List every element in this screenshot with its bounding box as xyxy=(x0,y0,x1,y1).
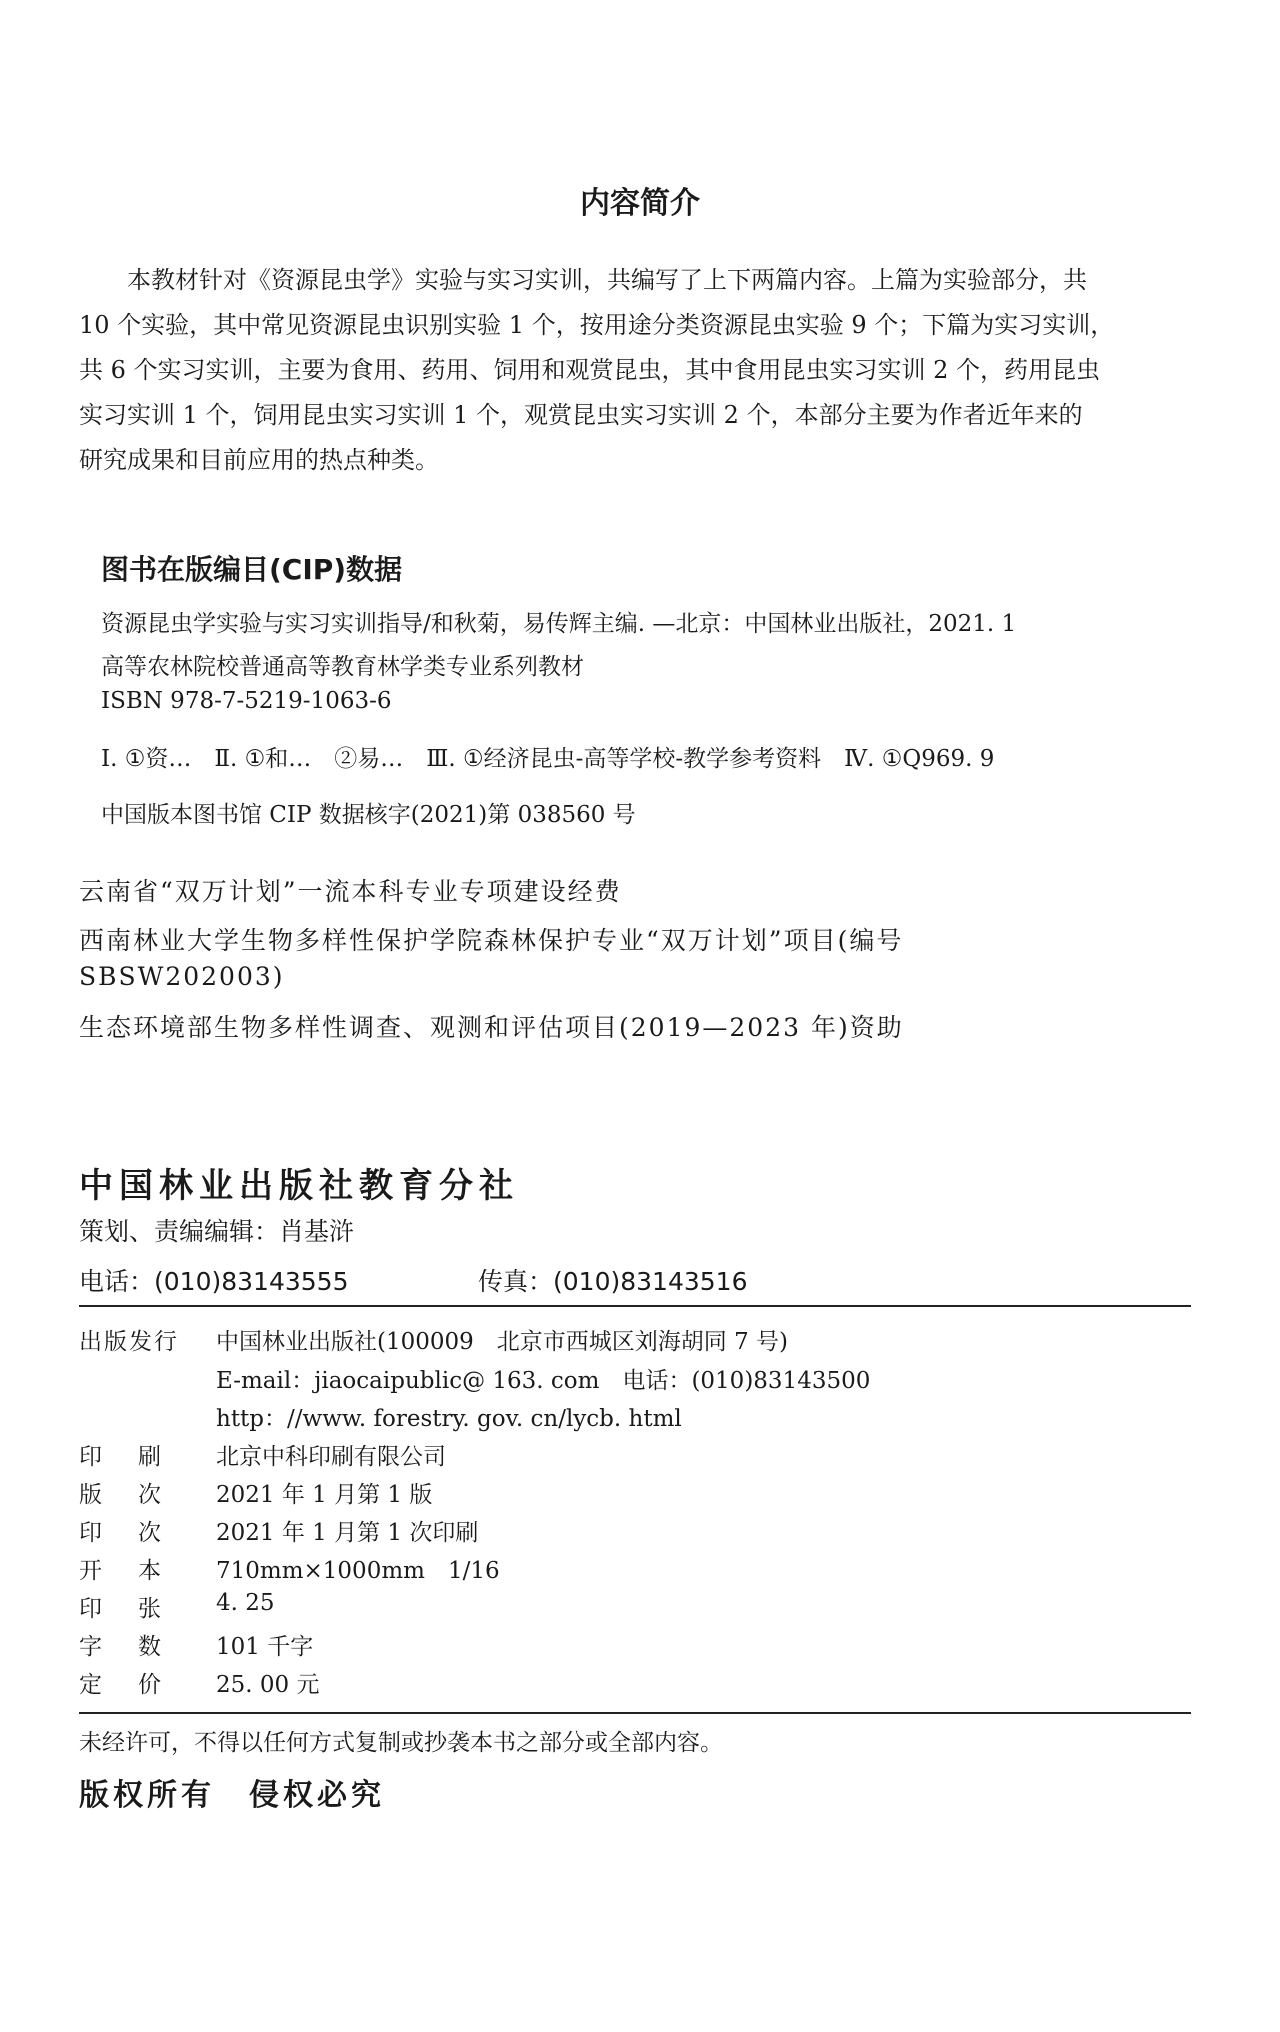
spec-label: 定 价 xyxy=(79,1672,161,1698)
divider xyxy=(79,1305,1191,1307)
copy-notice: 未经许可，不得以任何方式复制或抄袭本书之部分或全部内容。 xyxy=(79,1730,723,1756)
publisher-branch-logo: 中国林业出版社教育分社 xyxy=(79,1166,519,1206)
funding-line: 云南省“双万计划”一流本科专业专项建设经费 xyxy=(79,877,622,906)
spec-label: 版 次 xyxy=(79,1482,161,1508)
distribution-address: 中国林业出版社(100009 北京市西城区刘海胡同 7 号) xyxy=(216,1329,789,1355)
spec-label: 印 刷 xyxy=(79,1444,161,1470)
spec-value: 101 千字 xyxy=(216,1634,314,1660)
spec-label: 印 张 xyxy=(79,1596,161,1622)
spec-value: 2021 年 1 月第 1 版 xyxy=(216,1482,433,1508)
cip-title: 图书在版编目(CIP)数据 xyxy=(101,553,403,586)
cip-record: 中国版本图书馆 CIP 数据核字(2021)第 038560 号 xyxy=(101,802,636,828)
spec-label: 开 本 xyxy=(79,1558,161,1584)
editor-line: 策划、责编编辑：肖基浒 xyxy=(79,1217,355,1246)
spec-value: 4. 25 xyxy=(216,1590,275,1616)
fax-line: 传真：(010)83143516 xyxy=(478,1267,748,1296)
funding-line: 生态环境部生物多样性调查、观测和评估项目(2019—2023 年)资助 xyxy=(79,1013,904,1042)
divider xyxy=(79,1712,1191,1714)
summary-line: 共 6 个实习实训，主要为食用、药用、饲用和观赏昆虫，其中食用昆虫实习实训 2 个，药用昆虫 xyxy=(79,356,1101,384)
funding-line: SBSW202003) xyxy=(79,962,285,991)
phone-line: 电话：(010)83143555 xyxy=(79,1267,349,1296)
copyright-stamp: 版权所有 侵权必究 xyxy=(79,1778,385,1813)
cip-series: 高等农林院校普通高等教育林学类专业系列教材 xyxy=(101,654,584,680)
distribution-label: 出版发行 xyxy=(79,1329,179,1355)
distribution-website: http：//www. forestry. gov. cn/lycb. html xyxy=(216,1406,682,1432)
spec-value: 710mm×1000mm 1/16 xyxy=(216,1558,500,1584)
distribution-email: E-mail：jiaocaipublic@ 163. com 电话：(010)83143500 xyxy=(216,1368,871,1394)
summary-paragraph xyxy=(79,258,1209,483)
spec-value: 北京中科印刷有限公司 xyxy=(216,1444,446,1470)
summary-line: 本教材针对《资源昆虫学》实验与实习实训，共编写了上下两篇内容。上篇为实验部分，共 xyxy=(127,266,1087,294)
summary-line: 研究成果和目前应用的热点种类。 xyxy=(79,446,439,474)
spec-label: 印 次 xyxy=(79,1520,161,1546)
cip-line: 资源昆虫学实验与实习实训指导/和秋菊，易传辉主编. —北京：中国林业出版社，2021. 1 xyxy=(101,611,1017,637)
cip-isbn: ISBN 978-7-5219-1063-6 xyxy=(101,688,392,714)
spec-value: 25. 00 元 xyxy=(216,1672,320,1698)
spec-label: 字 数 xyxy=(79,1634,161,1660)
summary-line: 实习实训 1 个，饲用昆虫实习实训 1 个，观赏昆虫实习实训 2 个，本部分主要为作者近年来的 xyxy=(79,401,1083,429)
funding-line: 西南林业大学生物多样性保护学院森林保护专业“双万计划”项目(编号 xyxy=(79,926,904,955)
cip-classification: Ⅰ. ①资… Ⅱ. ①和… ②易… Ⅲ. ①经济昆虫-高等学校-教学参考资料 Ⅳ. ①Q969. 9 xyxy=(101,746,995,772)
spec-value: 2021 年 1 月第 1 次印刷 xyxy=(216,1520,479,1546)
summary-title: 内容简介 xyxy=(580,186,700,221)
summary-line: 10 个实验，其中常见资源昆虫识别实验 1 个，按用途分类资源昆虫实验 9 个；下篇为实习实训， xyxy=(79,311,1115,339)
